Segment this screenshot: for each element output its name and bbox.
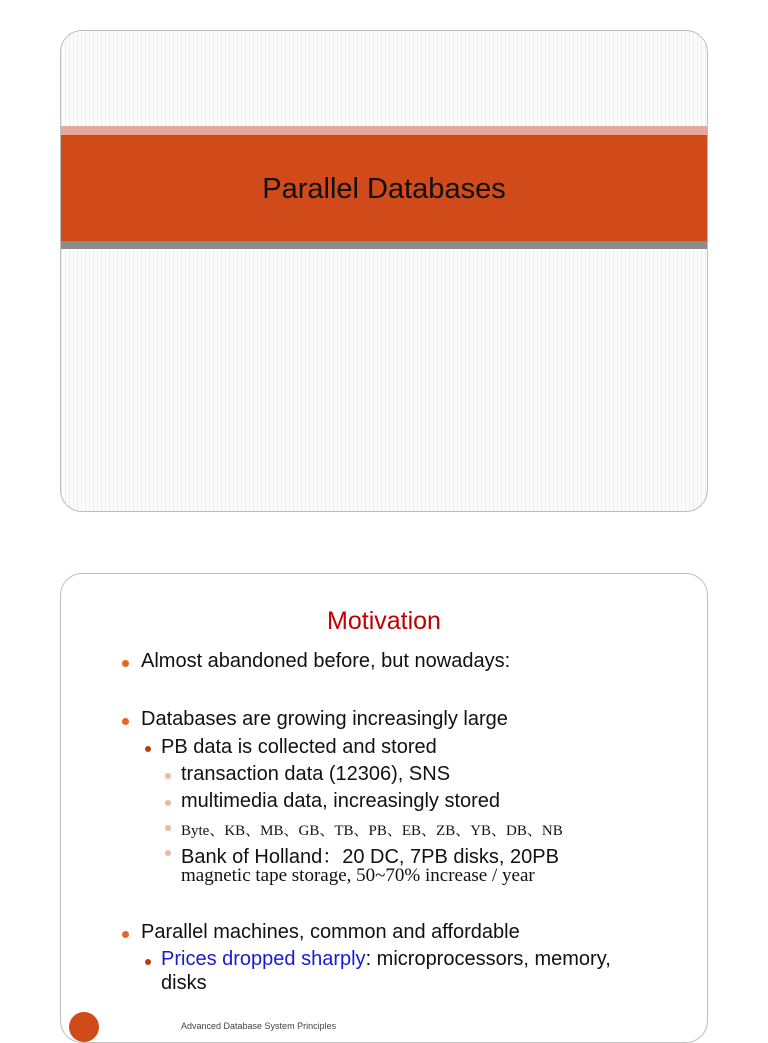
sub-sub-bullet-item: multimedia data, increasingly stored <box>181 790 501 812</box>
sub-sub-bullet-dot <box>165 773 171 779</box>
bullet-dot <box>122 931 129 938</box>
sub-bullet-item: PB data is collected and stored <box>161 736 437 758</box>
sub-sub-bullet-dot <box>165 800 171 806</box>
sub-sub-bullet-dot <box>165 850 171 856</box>
sub-sub-bullet-continuation: magnetic tape storage, 50~70% increase / year <box>181 865 535 886</box>
motivation-slide <box>60 573 708 1043</box>
highlight-text: Prices dropped sharply <box>161 948 366 970</box>
slide-title: Parallel Databases <box>262 172 506 205</box>
slide-number-badge <box>69 1012 99 1042</box>
sub-bullet-item <box>161 948 611 971</box>
slide-footer: Advanced Database System Principles <box>181 1021 337 1031</box>
sub-bullet-dot <box>145 746 151 752</box>
sub-sub-bullet-item: Bank of Holland：20 DC, 7PB disks, 20PB <box>181 846 559 868</box>
bullet-item: Almost abandoned before, but nowadays: <box>141 650 511 672</box>
title-band <box>61 135 707 241</box>
title-slide <box>60 30 708 512</box>
sub-sub-bullet-item: Byte、KB、MB、GB、TB、PB、EB、ZB、YB、DB、NB <box>181 823 563 839</box>
bullet-item: Parallel machines, common and affordable <box>141 921 520 943</box>
bullet-dot <box>122 660 129 667</box>
bullet-dot <box>122 718 129 725</box>
sub-bullet-text: : microprocessors, memory, <box>365 948 611 970</box>
slide-heading: Motivation <box>327 607 441 635</box>
sub-sub-bullet-dot <box>165 825 171 831</box>
title-band-top-stripe <box>61 126 707 135</box>
title-band-bottom-stripe <box>61 241 707 249</box>
sub-sub-bullet-item: transaction data (12306), SNS <box>181 763 451 785</box>
sub-bullet-dot <box>145 959 151 965</box>
bullet-item: Databases are growing increasingly large <box>141 708 508 730</box>
sub-bullet-continuation: disks <box>161 972 207 994</box>
